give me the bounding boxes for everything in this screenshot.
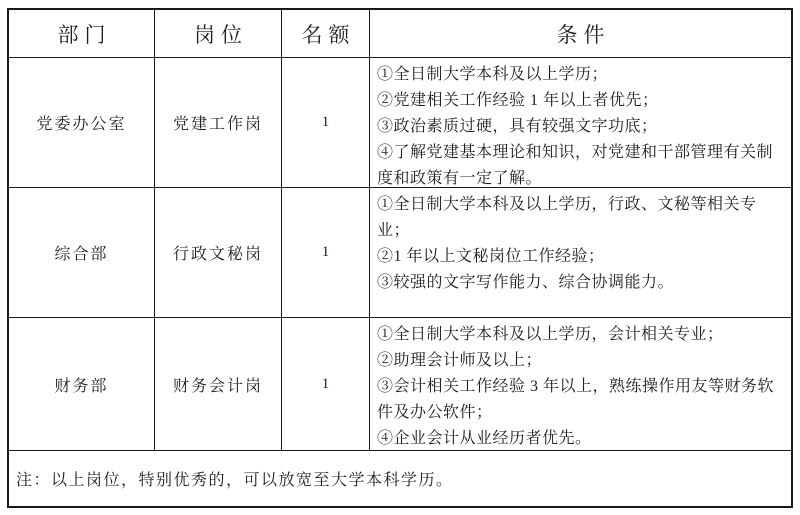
quota-cell: 1 bbox=[282, 58, 370, 188]
position-cell: 党建工作岗 bbox=[155, 58, 282, 188]
condition-item: ②党建相关工作经验 1 年以上者优先； bbox=[377, 92, 659, 109]
table-grid bbox=[9, 10, 791, 506]
conditions-cell bbox=[370, 188, 791, 318]
condition-item: ②助理会计师及以上； bbox=[377, 352, 543, 369]
position-cell: 财务会计岗 bbox=[155, 318, 282, 451]
condition-item: ①全日制大学本科及以上学历，会计相关专业； bbox=[377, 326, 724, 343]
position-cell: 行政文秘岗 bbox=[155, 188, 282, 318]
condition-item: ③政治素质过硬，具有较强文字功底； bbox=[377, 118, 658, 135]
column-header-department: 部门 bbox=[9, 10, 155, 58]
quota-cell: 1 bbox=[282, 188, 370, 318]
condition-item: ④企业会计从业经历者优先。 bbox=[377, 430, 592, 447]
condition-item: ②1 年以上文秘岗位工作经验； bbox=[377, 248, 605, 265]
column-header-conditions: 条件 bbox=[370, 10, 791, 58]
footer-note: 注：以上岗位，特别优秀的，可以放宽至大学本科学历。 bbox=[16, 472, 454, 489]
recruitment-table bbox=[7, 8, 793, 508]
condition-item: ①全日制大学本科及以上学历； bbox=[377, 66, 609, 83]
condition-item: ③较强的文字写作能力、综合协调能力。 bbox=[377, 274, 675, 291]
quota-cell: 1 bbox=[282, 318, 370, 451]
conditions-cell bbox=[370, 58, 791, 188]
condition-item: ④了解党建基本理论和知识，对党建和干部管理有关制度和政策有一定了解。 bbox=[377, 144, 774, 187]
column-header-quota: 名额 bbox=[282, 10, 370, 58]
conditions-cell bbox=[370, 318, 791, 451]
condition-item: ③会计相关工作经验 3 年以上，熟练操作用友等财务软件及办公软件； bbox=[377, 378, 775, 421]
condition-item: ①全日制大学本科及以上学历，行政、文秘等相关专业； bbox=[377, 196, 757, 239]
department-cell: 党委办公室 bbox=[9, 58, 155, 188]
department-cell: 综合部 bbox=[9, 188, 155, 318]
column-header-position: 岗位 bbox=[155, 10, 282, 58]
department-cell: 财务部 bbox=[9, 318, 155, 451]
